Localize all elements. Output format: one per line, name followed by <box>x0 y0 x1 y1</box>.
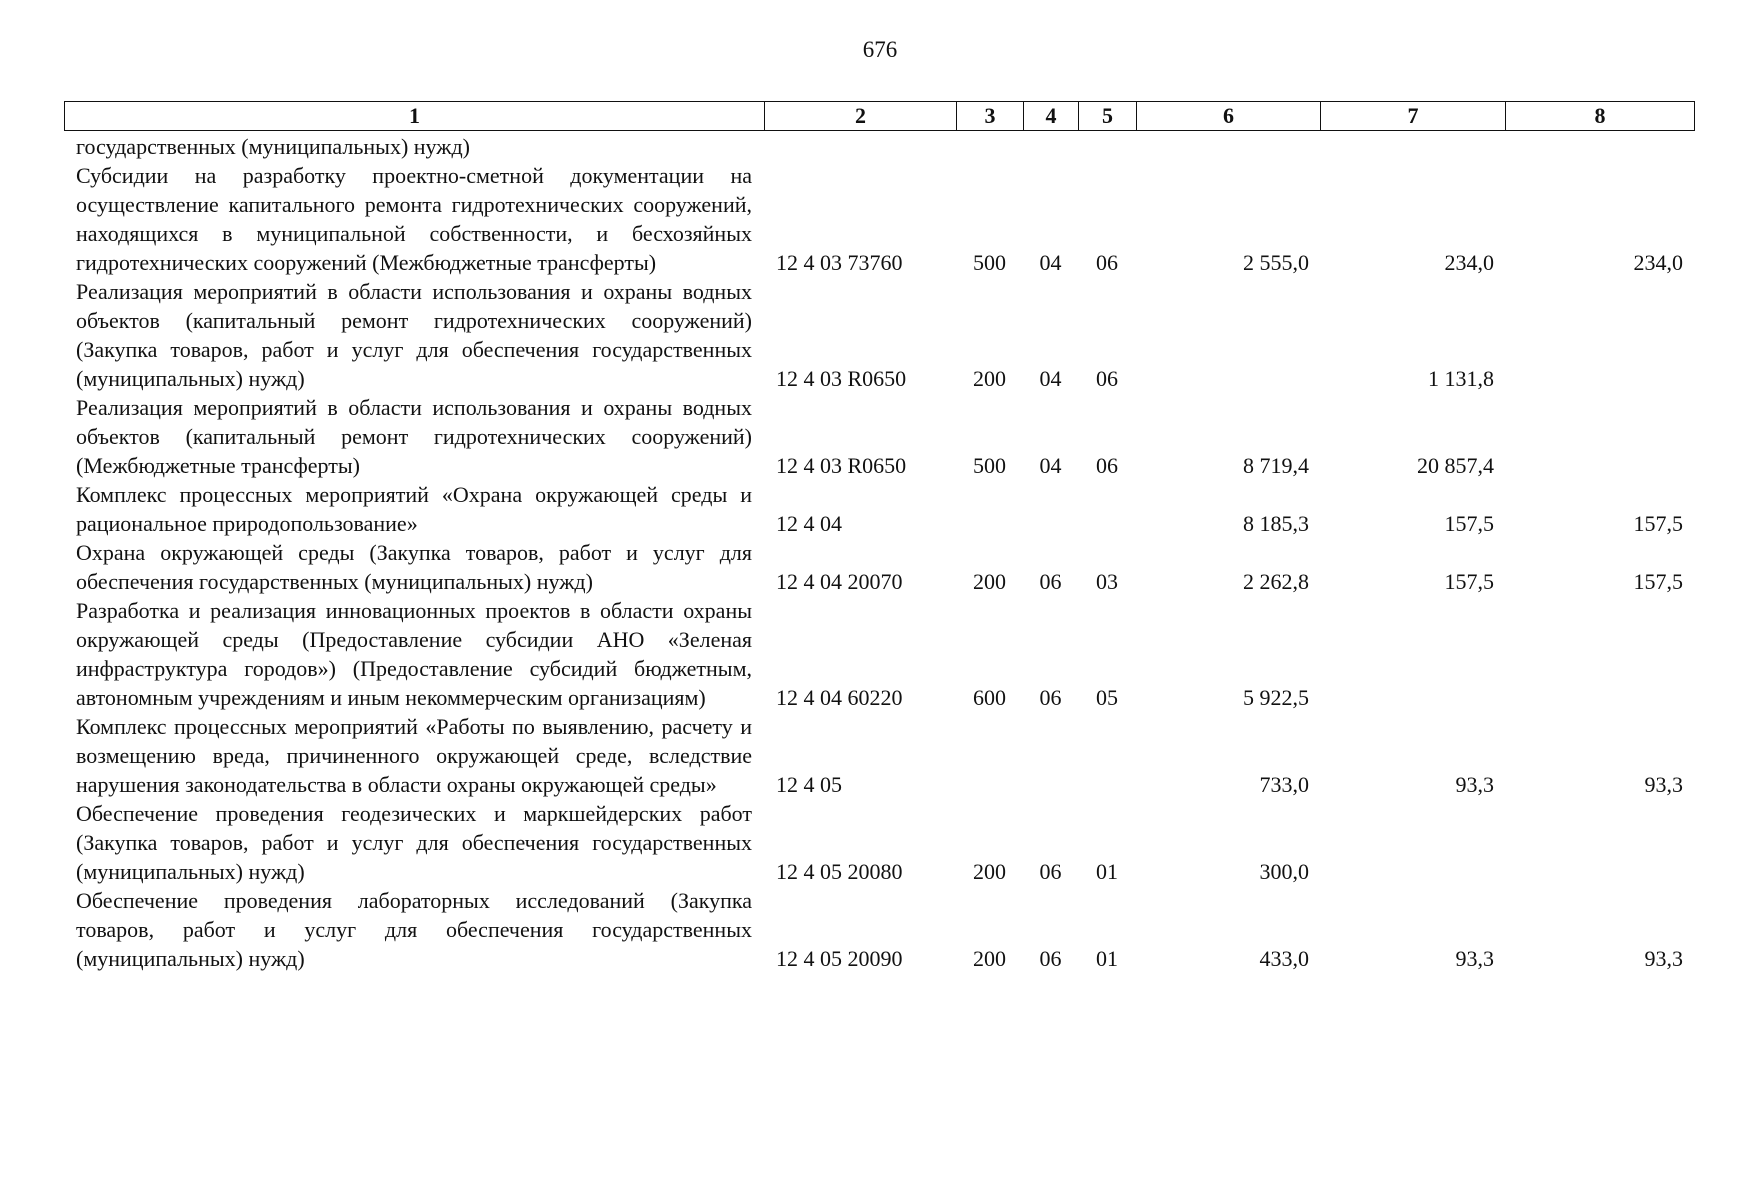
row-subsection <box>1078 712 1136 799</box>
header-col-3: 3 <box>957 102 1024 131</box>
header-col-7: 7 <box>1321 102 1506 131</box>
row-value-col7 <box>1320 132 1505 161</box>
row-subsection: 05 <box>1096 685 1118 710</box>
table-row <box>64 596 1694 712</box>
row-section: 06 <box>1039 859 1062 884</box>
row-expense-type: 200 <box>973 569 1006 594</box>
table-row <box>64 886 1694 973</box>
row-value-col8: 93,3 <box>1644 772 1683 797</box>
row-value-col6: 5 922,5 <box>1243 685 1309 710</box>
row-value-col6: 2 262,8 <box>1243 569 1309 594</box>
row-value-col7: 157,5 <box>1444 569 1494 594</box>
row-value-col6 <box>1136 277 1320 393</box>
header-col-5: 5 <box>1079 102 1137 131</box>
row-section <box>1023 480 1078 538</box>
row-code: 12 4 05 20090 <box>776 946 903 971</box>
row-value-col8 <box>1505 132 1694 161</box>
row-value-col8: 93,3 <box>1644 946 1683 971</box>
row-value-col6: 2 555,0 <box>1243 250 1309 275</box>
row-code: 12 4 04 60220 <box>776 685 903 710</box>
row-section: 06 <box>1039 685 1062 710</box>
row-subsection: 01 <box>1096 859 1118 884</box>
row-expense-type: 500 <box>973 453 1006 478</box>
row-subsection <box>1078 132 1136 161</box>
row-value-col7: 1 131,8 <box>1428 366 1494 391</box>
row-value-col6: 733,0 <box>1259 772 1309 797</box>
row-expense-type: 500 <box>973 250 1006 275</box>
header-col-8: 8 <box>1506 102 1695 131</box>
row-value-col7 <box>1320 799 1505 886</box>
row-value-col7: 93,3 <box>1455 772 1494 797</box>
row-name: Обеспечение проведения геодезических и маркшейдерских работ (Закупка товаров, работ и услуг для обеспечения государственных (муниципальных) нужд) <box>76 801 752 884</box>
budget-table <box>64 132 1694 973</box>
row-value-col7: 234,0 <box>1444 250 1494 275</box>
row-value-col7: 157,5 <box>1444 511 1494 536</box>
column-number-header <box>64 101 1695 131</box>
row-name: Комплекс процессных мероприятий «Охрана окружающей среды и рациональное природопользование» <box>76 482 752 536</box>
header-col-2: 2 <box>765 102 957 131</box>
row-code: 12 4 03 R0650 <box>776 453 907 478</box>
row-code: 12 4 05 <box>776 772 842 797</box>
header-col-1: 1 <box>65 102 765 131</box>
row-name: Комплекс процессных мероприятий «Работы по выявлению, расчету и возмещению вреда, причиненного окружающей среде, вследствие нарушения законодательства в области охраны окружающей среды» <box>76 714 752 797</box>
header-row <box>65 102 1695 131</box>
row-expense-type: 200 <box>973 366 1006 391</box>
row-name: Обеспечение проведения лабораторных исследований (Закупка товаров, работ и услуг для обеспечения государственных (муниципальных) нужд) <box>76 888 752 971</box>
row-name: Реализация мероприятий в области использования и охраны водных объектов (капитальный ремонт гидротехнических сооружений) (Закупка товаров, работ и услуг для обеспечения государственных (муниципальных) нужд) <box>76 279 752 391</box>
row-value-col8: 157,5 <box>1633 511 1683 536</box>
row-name: Охрана окружающей среды (Закупка товаров, работ и услуг для обеспечения государственных (муниципальных) нужд) <box>76 540 752 594</box>
row-value-col6: 433,0 <box>1259 946 1309 971</box>
row-section: 04 <box>1039 453 1062 478</box>
row-value-col8 <box>1505 596 1694 712</box>
row-name: Реализация мероприятий в области использования и охраны водных объектов (капитальный ремонт гидротехнических сооружений) (Межбюджетные трансферты) <box>76 395 752 478</box>
row-subsection <box>1078 480 1136 538</box>
row-value-col8 <box>1505 799 1694 886</box>
row-value-col7 <box>1320 596 1505 712</box>
header-col-4: 4 <box>1024 102 1079 131</box>
row-expense-type <box>956 132 1023 161</box>
row-name: Разработка и реализация инновационных проектов в области охраны окружающей среды (Предоставление субсидии АНО «Зеленая инфраструктура городов») (Предоставление субсидий бюджетным, автономным учреждениям и иным некоммерческим организациям) <box>76 598 752 710</box>
table-row <box>64 132 1694 161</box>
row-value-col7: 93,3 <box>1455 946 1494 971</box>
row-value-col8 <box>1505 277 1694 393</box>
table-row <box>64 393 1694 480</box>
row-value-col8: 157,5 <box>1633 569 1683 594</box>
table-row <box>64 277 1694 393</box>
table-row <box>64 480 1694 538</box>
row-section <box>1023 132 1078 161</box>
row-expense-type: 200 <box>973 946 1006 971</box>
row-section: 06 <box>1039 569 1062 594</box>
table-row <box>64 712 1694 799</box>
table-row <box>64 538 1694 596</box>
row-name: Субсидии на разработку проектно-сметной документации на осуществление капитального ремонта гидротехнических сооружений, находящихся в муниципальной собственности, и бесхозяйных гидротехнических сооружений (Межбюджетные трансферты) <box>76 163 752 275</box>
row-name: государственных (муниципальных) нужд) <box>76 134 470 159</box>
row-section: 06 <box>1039 946 1062 971</box>
row-value-col6 <box>1136 132 1320 161</box>
header-col-6: 6 <box>1137 102 1321 131</box>
row-section: 04 <box>1039 250 1062 275</box>
row-expense-type <box>956 712 1023 799</box>
table-row <box>64 799 1694 886</box>
row-code: 12 4 05 20080 <box>776 859 903 884</box>
row-section: 04 <box>1039 366 1062 391</box>
row-code: 12 4 03 73760 <box>776 250 903 275</box>
row-expense-type: 600 <box>973 685 1006 710</box>
row-value-col8: 234,0 <box>1633 250 1683 275</box>
row-subsection: 03 <box>1096 569 1118 594</box>
row-subsection: 06 <box>1096 250 1118 275</box>
row-section <box>1023 712 1078 799</box>
row-subsection: 06 <box>1096 453 1118 478</box>
row-subsection: 01 <box>1096 946 1118 971</box>
row-code: 12 4 04 <box>776 511 842 536</box>
row-value-col7: 20 857,4 <box>1417 453 1494 478</box>
row-code: 12 4 03 R0650 <box>776 366 907 391</box>
row-value-col6: 8 185,3 <box>1243 511 1309 536</box>
row-code <box>764 132 956 161</box>
row-expense-type <box>956 480 1023 538</box>
row-expense-type: 200 <box>973 859 1006 884</box>
row-subsection: 06 <box>1096 366 1118 391</box>
page-number: 676 <box>862 37 898 62</box>
budget-table-body <box>64 132 1694 973</box>
row-value-col6: 300,0 <box>1259 859 1309 884</box>
table-row <box>64 161 1694 277</box>
row-value-col8 <box>1505 393 1694 480</box>
row-code: 12 4 04 20070 <box>776 569 903 594</box>
row-value-col6: 8 719,4 <box>1243 453 1309 478</box>
